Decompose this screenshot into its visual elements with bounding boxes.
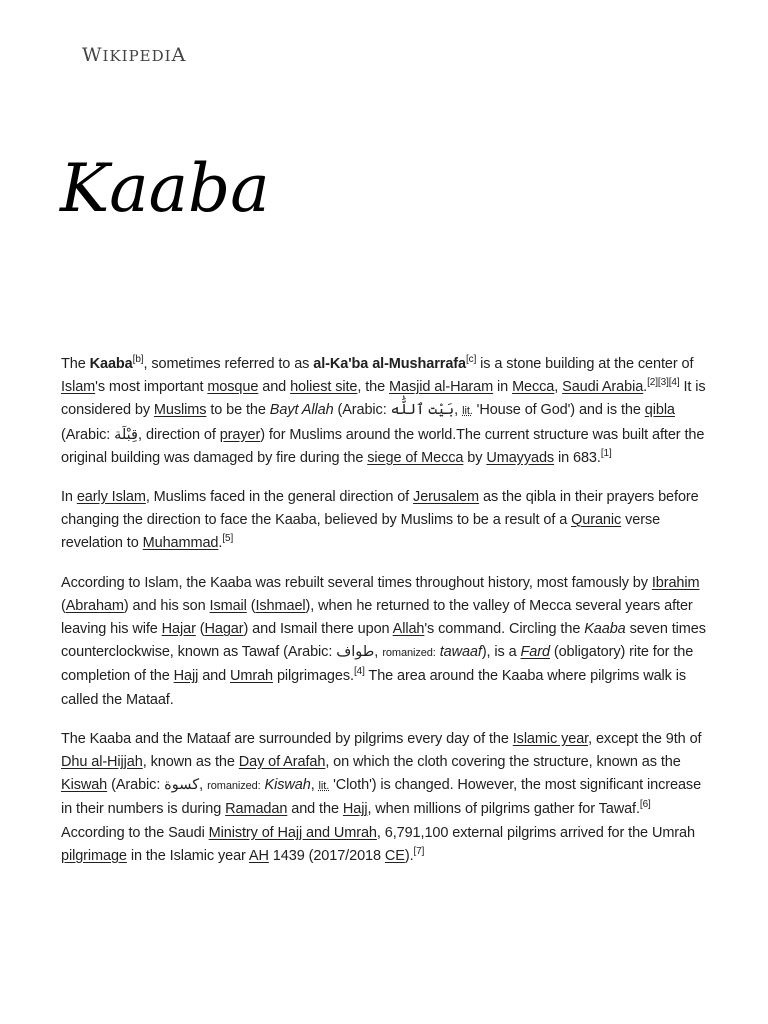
- reference-superscript[interactable]: [c]: [465, 354, 477, 365]
- article-link[interactable]: Umayyads: [486, 449, 555, 466]
- bold-term: al-Ka'ba al-Musharrafa: [313, 356, 466, 372]
- article-link[interactable]: Masjid al-Haram: [389, 379, 494, 396]
- text-run: , when millions of pilgrims gather for Tawaf.: [367, 801, 640, 818]
- page-title: Kaaba: [60, 150, 270, 227]
- text-run: ,: [554, 379, 563, 396]
- article-link[interactable]: Ishmael: [255, 597, 306, 614]
- article-link[interactable]: Ismail: [209, 597, 247, 614]
- article-link[interactable]: Ministry of Hajj and Umrah: [208, 824, 377, 841]
- article-link[interactable]: Hajj: [173, 668, 199, 685]
- reference-superscript[interactable]: [5]: [222, 533, 234, 545]
- article-link[interactable]: Jerusalem: [413, 489, 480, 506]
- article-link[interactable]: pilgrimage: [61, 847, 127, 864]
- article-link[interactable]: Hagar: [204, 621, 244, 638]
- article-link[interactable]: Dhu al-Hijjah: [61, 754, 143, 771]
- article-link[interactable]: CE: [384, 847, 405, 864]
- text-run: in 683.: [554, 449, 601, 466]
- text-run: verse revelation to: [61, 512, 661, 552]
- article-link[interactable]: Hajar: [161, 621, 196, 638]
- text-run: and: [258, 379, 291, 396]
- italic-term: tawaaf: [439, 644, 482, 661]
- text-run: ,: [310, 777, 319, 794]
- article-link[interactable]: Day of Arafah: [238, 754, 326, 771]
- text-run: , Muslims faced in the general direction of: [145, 489, 414, 506]
- article-link[interactable]: holiest site: [290, 379, 358, 396]
- article-link[interactable]: Abraham: [65, 597, 124, 614]
- article-link[interactable]: qibla: [644, 402, 675, 419]
- text-run: in: [493, 379, 513, 396]
- reference-superscript[interactable]: [4]: [353, 666, 365, 678]
- italic-term: Bayt Allah: [269, 402, 334, 419]
- article-link[interactable]: Muslims: [153, 402, 207, 419]
- text-run: (Arabic: قِبْلَة, direction of: [61, 426, 220, 443]
- article-link[interactable]: Ibrahim: [651, 574, 700, 591]
- article-link[interactable]: Umrah: [230, 668, 274, 685]
- text-run: (: [246, 597, 256, 614]
- text-run: According to the Saudi: [61, 824, 209, 841]
- text-run: (Arabic: كسوة,: [107, 777, 208, 794]
- article-link[interactable]: prayer: [219, 426, 261, 443]
- text-run: and the: [287, 801, 343, 818]
- text-run: The area around the Kaaba where pilgrims walk is called the Mataaf.: [61, 668, 687, 708]
- text-run: (obligatory) rite for the completion of the: [61, 644, 694, 685]
- text-run: , on which the cloth covering the structure, known as the: [325, 754, 681, 771]
- reference-superscript[interactable]: [7]: [413, 845, 425, 857]
- text-run: .: [218, 535, 223, 552]
- romanized-label: romanized:: [382, 647, 436, 660]
- text-run: by: [463, 449, 487, 466]
- text-run: to be the: [206, 402, 270, 419]
- text-run: , the: [357, 379, 390, 396]
- literally-abbreviation[interactable]: lit.: [318, 780, 330, 793]
- article-link[interactable]: early Islam: [76, 489, 146, 506]
- text-run: .: [643, 379, 648, 396]
- text-run: pilgrimages.: [273, 668, 354, 685]
- text-run: , sometimes referred to as: [143, 356, 314, 372]
- article-link[interactable]: mosque: [207, 379, 259, 396]
- article-link[interactable]: Allah: [392, 621, 425, 638]
- paragraph-pilgrims: [61, 728, 711, 868]
- literally-abbreviation[interactable]: lit.: [462, 405, 473, 418]
- text-run: seven times counterclockwise, known as Tawaf (Arabic: طواف,: [61, 621, 706, 661]
- reference-superscript[interactable]: [6]: [639, 799, 651, 811]
- reference-superscript[interactable]: [b]: [132, 354, 144, 365]
- reference-superscript[interactable]: [1]: [600, 447, 612, 459]
- text-run: The: [61, 356, 90, 372]
- article-body: [61, 353, 711, 884]
- article-link[interactable]: Islam: [61, 379, 96, 396]
- text-run: 's command. Circling the: [424, 621, 585, 638]
- article-link[interactable]: Fard: [520, 644, 550, 661]
- italic-term: Kaaba: [584, 621, 626, 638]
- article-link[interactable]: Ramadan: [225, 801, 288, 818]
- text-run: In: [61, 489, 77, 506]
- text-run: 'Cloth') is changed. However, the most significant increase in their numbers is during: [61, 777, 702, 818]
- text-run: 'House of God') and is the: [472, 402, 645, 419]
- text-run: The Kaaba and the Mataaf are surrounded by pilgrims every day of the: [61, 730, 513, 747]
- text-run: It is considered by: [61, 379, 706, 419]
- text-run: (: [195, 621, 205, 638]
- text-run: and: [198, 668, 231, 685]
- romanized-label: romanized:: [207, 780, 261, 793]
- text-run: ) for Muslims around the world.The current structure was built after the original building was damaged by fire during the: [61, 426, 705, 466]
- article-link[interactable]: Mecca: [512, 379, 555, 396]
- text-run: 1439 (2017/2018: [268, 847, 385, 864]
- wikipedia-wordmark[interactable]: WIKIPEDIA: [82, 44, 187, 66]
- text-run: , 6,791,100 external pilgrims arrived for the Umrah: [376, 824, 695, 841]
- italic-term: Kiswah: [264, 777, 311, 794]
- text-run: According to Islam, the Kaaba was rebuilt several times throughout history, most famously by: [61, 574, 652, 591]
- text-run: ), is a: [481, 644, 521, 661]
- article-link[interactable]: Islamic year: [512, 730, 589, 747]
- paragraph-rebuilding: [61, 572, 711, 712]
- text-run: (Arabic: بَيْت ٱللَّٰه,: [333, 402, 463, 419]
- article-link[interactable]: Saudi Arabia: [562, 379, 644, 396]
- article-link[interactable]: Quranic: [571, 512, 622, 529]
- paragraph-history: [61, 486, 711, 556]
- bold-term: Kaaba: [89, 356, 133, 372]
- text-run: in the Islamic year: [126, 847, 249, 864]
- reference-superscript[interactable]: [2][3][4]: [647, 377, 680, 389]
- paragraph-intro: [61, 353, 711, 470]
- text-run: ).: [404, 847, 414, 864]
- article-link[interactable]: siege of Mecca: [367, 449, 464, 466]
- article-link[interactable]: AH: [248, 847, 269, 864]
- text-run: ) and Ismail there upon: [243, 621, 393, 638]
- article-link[interactable]: Kiswah: [61, 777, 108, 794]
- text-run: , known as the: [142, 754, 239, 771]
- text-run: 's most important: [95, 379, 208, 396]
- text-run: is a stone building at the center of: [476, 356, 694, 372]
- text-run: ), when he returned to the valley of Mecca several years after leaving his wife: [61, 597, 693, 638]
- text-run: ) and his son: [123, 597, 210, 614]
- text-run: , except the 9th of: [588, 730, 702, 747]
- article-link[interactable]: Hajj: [342, 801, 368, 818]
- article-link[interactable]: Muhammad: [142, 535, 219, 552]
- text-run: (: [61, 597, 66, 614]
- text-run: as the qibla in their prayers before changing the direction to face the Kaaba, believed by Muslims to be a result of a: [61, 489, 699, 529]
